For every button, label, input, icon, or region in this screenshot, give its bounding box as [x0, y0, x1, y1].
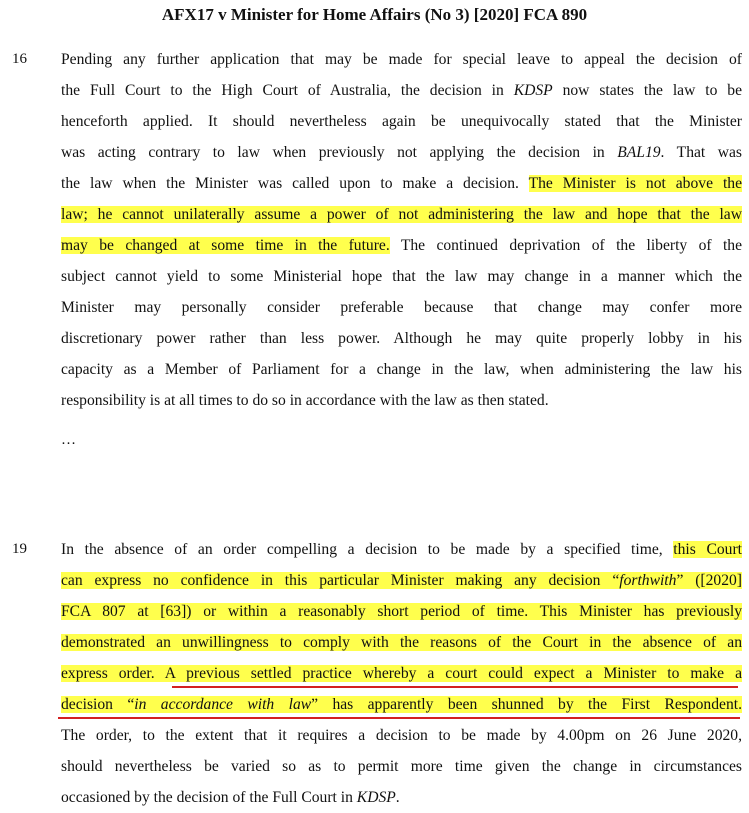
text-line: occasioned by the decision of the Full Court in KDSP.: [61, 789, 400, 806]
highlighted-text: The Minister is not above the: [528, 175, 742, 192]
document-title: AFX17 v Minister for Home Affairs (No 3) [2020] FCA 890: [161, 5, 588, 24]
text-line: responsibility is at all times to do so in accordance with the law as then stated.: [61, 392, 549, 409]
text-line: [61, 627, 742, 658]
text-line: [61, 658, 742, 689]
highlighted-text: this Court: [673, 541, 742, 558]
paragraph-19: [61, 534, 742, 813]
paragraph-number-16: 16: [12, 51, 27, 67]
text-line: [61, 199, 742, 230]
red-underline: [58, 717, 740, 719]
text-line: [61, 565, 742, 596]
highlighted-text: demonstrated an unwillingness to comply with the reasons of the Court in the absence of an: [61, 634, 742, 651]
text-line: Minister may personally consider preferable because that change may confer more: [61, 299, 742, 316]
ellipsis-separator: …: [61, 432, 77, 448]
paragraph-16: [61, 44, 742, 416]
text-line: the law when the Minister was called upon to make a decision. The Minister is not above the: [61, 175, 742, 192]
text-line: Pending any further application that may be made for special leave to appeal the decision of: [61, 51, 742, 68]
text-line: capacity as a Member of Parliament for a change in the law, when administering the law his: [61, 361, 742, 378]
text-line: [61, 689, 742, 720]
text-line: henceforth applied. It should nevertheless again be unequivocally stated that the Minister: [61, 113, 742, 130]
text-line: should nevertheless be varied so as to permit more time given the change in circumstances: [61, 758, 742, 775]
highlighted-text: law; he cannot unilaterally assume a power of not administering the law and hope that the law: [61, 206, 742, 223]
highlighted-text: FCA 807 at [63]) or within a reasonably short period of time. This Minister has previously: [61, 603, 742, 620]
text-line: In the absence of an order compelling a decision to be made by a specified time, this Court: [61, 541, 742, 558]
text-line: subject cannot yield to some Ministerial hope that the law may change in a manner which the: [61, 268, 742, 285]
text-line: may be changed at some time in the future. The continued deprivation of the liberty of the: [61, 237, 742, 254]
highlighted-text: may be changed at some time in the future.: [61, 237, 390, 254]
text-line: [61, 596, 742, 627]
highlighted-text: decision “in accordance with law” has apparently been shunned by the First Respondent.: [61, 696, 742, 713]
text-line: discretionary power rather than less power. Although he may quite properly lobby in his: [61, 330, 742, 347]
text-line: The order, to the extent that it requires a decision to be made by 4.00pm on 26 June 2020,: [61, 727, 742, 744]
paragraph-number-19: 19: [12, 541, 27, 557]
highlighted-text: express order. A previous settled practice whereby a court could expect a Minister to make a: [61, 665, 742, 682]
text-line: was acting contrary to law when previously not applying the decision in BAL19. That was: [61, 144, 742, 161]
highlighted-text: can express no confidence in this particular Minister making any decision “forthwith” ([2020]: [61, 572, 742, 589]
red-underline: [172, 686, 738, 688]
text-line: the Full Court to the High Court of Australia, the decision in KDSP now states the law to be: [61, 82, 742, 99]
